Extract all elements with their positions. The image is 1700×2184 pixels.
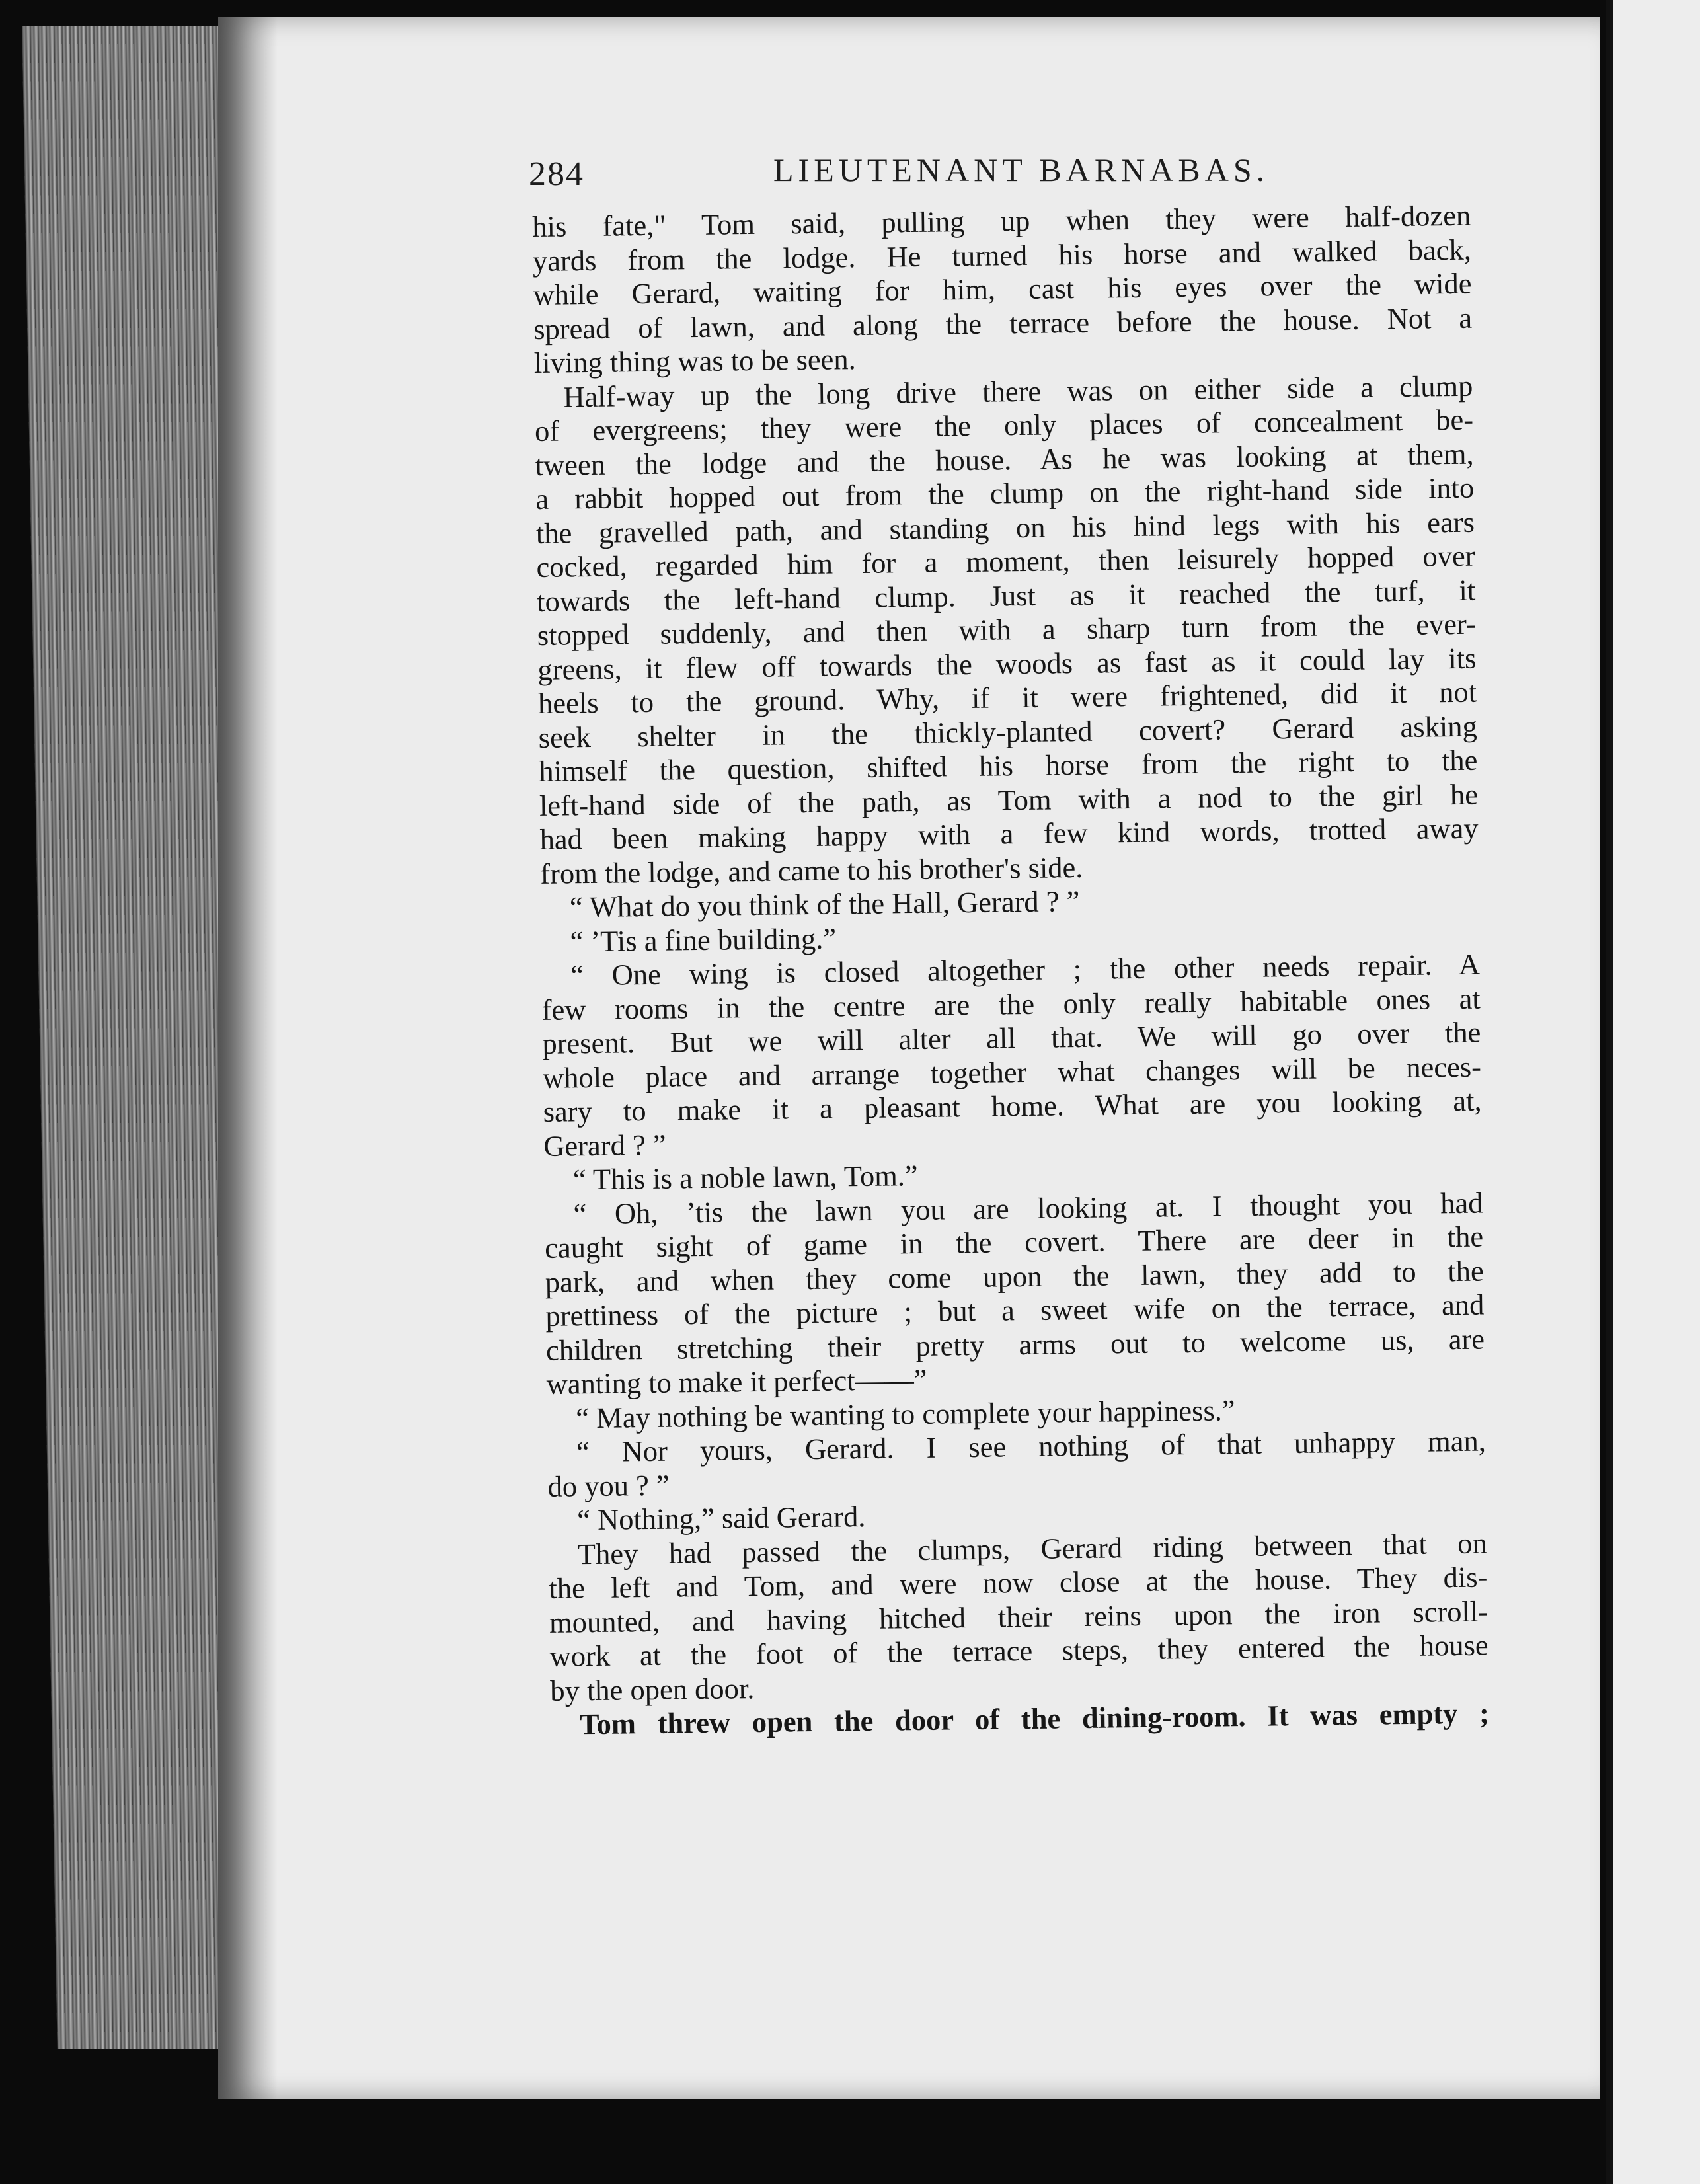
text-line: spread of lawn, and along the terrace before the house. Not a (533, 301, 1473, 346)
running-title: LIEUTENANT BARNABAS. (773, 151, 1270, 188)
text-line: They had passed the clumps, Gerard riding between that on (577, 1526, 1488, 1571)
text-line: Gerard ? ” (543, 1128, 666, 1163)
facing-page-edge (1606, 0, 1700, 2184)
text-line: present. But we will alter all that. We will go over the (542, 1015, 1481, 1060)
text-line: heels to the ground. Why, if it were frightened, did it not (537, 675, 1477, 720)
text-line: “ This is a noble lawn, Tom.” (572, 1158, 918, 1196)
text-line: do you ? ” (547, 1468, 670, 1503)
text-line: towards the left-hand clump. Just as it reached the turf, it (536, 573, 1476, 618)
text-line: work at the foot of the terrace steps, they entered the house (549, 1628, 1488, 1673)
text-line: living thing was to be seen. (533, 342, 857, 379)
text-line: cocked, regarded him for a moment, then leisurely hopped over (536, 539, 1475, 584)
text-line: his fate," Tom said, pulling up when they were half-dozen (532, 198, 1471, 243)
text-line: “ One wing is closed altogether ; the other needs repair. A (570, 947, 1481, 992)
text-line: few rooms in the centre are the only really habitable ones at (541, 982, 1481, 1027)
text-line: a rabbit hopped out from the clump on the right-hand side into (535, 471, 1475, 516)
text-line: wanting to make it perfect——” (546, 1362, 927, 1401)
text-line: greens, it flew off towards the woods as fast as it could lay its (537, 641, 1477, 686)
text-line: left-hand side of the path, as Tom with a nod to the girl he (539, 777, 1479, 822)
text-line: by the open door. (550, 1671, 755, 1707)
text-line: of evergreens; they were the only places of concealment be- (534, 403, 1474, 448)
scan-border (0, 2102, 1606, 2184)
text-line: tween the lodge and the house. As he was looking at them, (535, 437, 1474, 482)
text-line: the gravelled path, and standing on his hind legs with his ears (535, 505, 1475, 550)
text-line: yards from the lodge. He turned his horse and walked back, (532, 233, 1472, 278)
page-number: 284 (529, 155, 584, 193)
text-line: caught sight of game in the covert. There are deer in the (544, 1220, 1484, 1265)
text-line: the left and Tom, and were now close at the house. They dis- (549, 1560, 1488, 1605)
text-line: “ What do you think of the Hall, Gerard ? ” (569, 884, 1080, 924)
text-line: had been making happy with a few kind words, trotted away (539, 811, 1479, 856)
text-line: “ Nor yours, Gerard. I see nothing of that unhappy man, (576, 1424, 1487, 1469)
text-line: Tom threw open the door of the dining-room. It was empty ; (579, 1696, 1490, 1741)
text-line: mounted, and having hitched their reins upon the iron scroll- (549, 1594, 1488, 1639)
gutter-shadow (218, 17, 278, 2099)
text-line: Half-way up the long drive there was on either side a clump (563, 369, 1473, 413)
text-line: sary to make it a pleasant home. What are you looking at, (543, 1083, 1482, 1128)
text-line: children stretching their pretty arms out to welcome us, are (545, 1322, 1485, 1367)
text-line: whole place and arrange together what changes will be neces- (542, 1050, 1482, 1095)
text-line: stopped suddenly, and then with a sharp turn from the ever- (537, 607, 1477, 652)
text-line: “ Oh, ’tis the lawn you are looking at. I thought you had (573, 1186, 1483, 1230)
running-header (529, 151, 1481, 204)
text-line: seek shelter in the thickly-planted covert? Gerard asking (538, 709, 1477, 754)
text-line: “ May nothing be wanting to complete your happiness.” (576, 1393, 1235, 1434)
text-line: himself the question, shifted his horse from the right to the (539, 743, 1478, 788)
text-line: “ ’Tis a fine building.” (570, 921, 837, 958)
text-line: from the lodge, and came to his brother's side. (539, 850, 1083, 890)
text-line: prettiness of the picture ; but a sweet wife on the terrace, and (545, 1288, 1485, 1333)
text-line: park, and when they come upon the lawn, they add to the (545, 1254, 1485, 1299)
body-text (532, 199, 1489, 1742)
text-line: “ Nothing,” said Gerard. (576, 1499, 866, 1537)
text-line: while Gerard, waiting for him, cast his eyes over the wide (533, 266, 1472, 311)
